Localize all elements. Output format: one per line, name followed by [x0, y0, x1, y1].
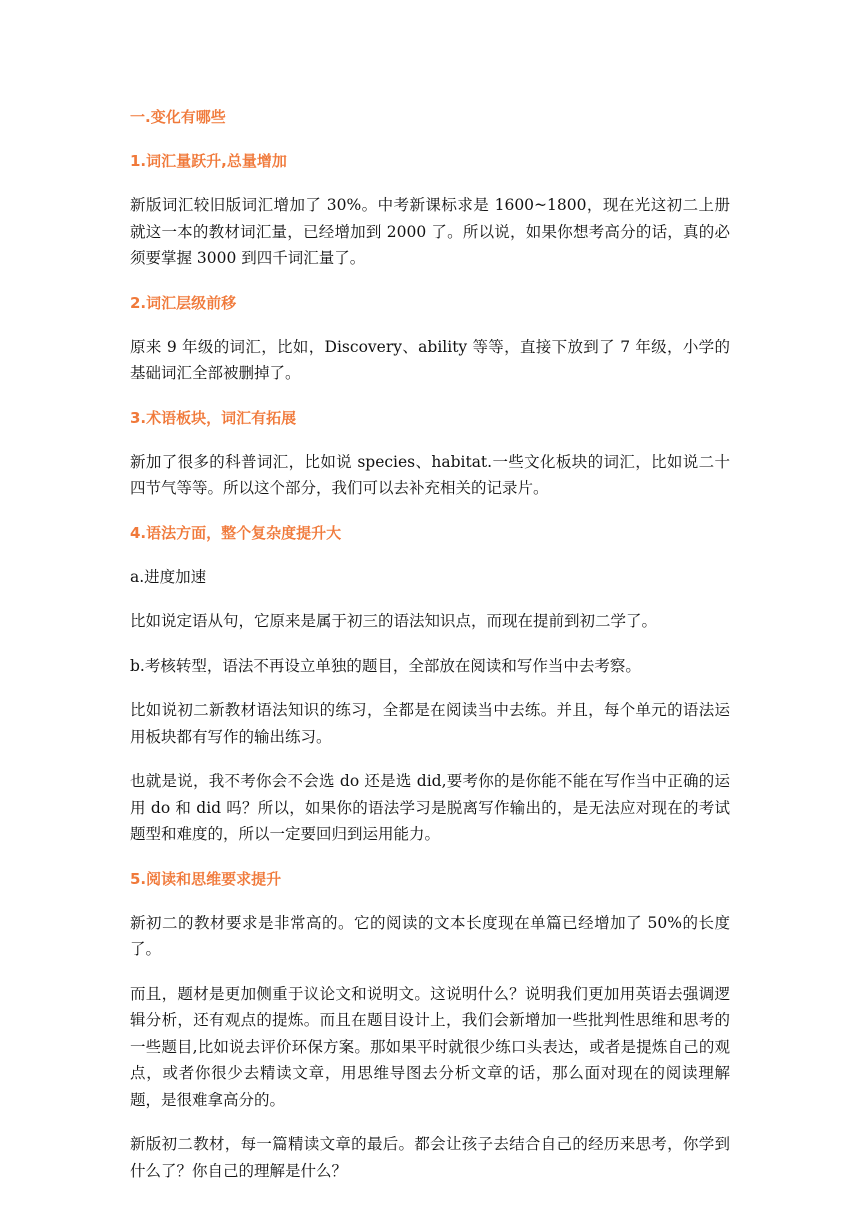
- paragraph-grammar-b: b.考核转型，语法不再设立单独的题目，全部放在阅读和写作当中去考察。: [130, 656, 641, 675]
- paragraph-grammar-example: 比如说定语从句，它原来是属于初三的语法知识点，而现在提前到初二学了。: [130, 612, 658, 630]
- heading-vocabulary-increase: 1.词汇量跃升,总量增加: [130, 152, 287, 170]
- document-body: [130, 104, 730, 1202]
- heading-reading-thinking: 5.阅读和思维要求提升: [130, 869, 282, 888]
- paragraph-vocabulary-level: 原来 9 年级的词汇，比如，Discovery、ability 等等，直接下放到了 7 年级，小学的基础词汇全部被删掉了。: [130, 337, 730, 382]
- heading-vocabulary-level: 2.词汇层级前移: [130, 293, 237, 312]
- paragraph-grammar-practice: 比如说初二新教材语法知识的练习，全都是在阅读当中去练。并且，每个单元的语法运用板块都有写作的输出练习。: [130, 701, 730, 746]
- paragraph-reading-reflection: 新版初二教材，每一篇精读文章的最后。都会让孩子去结合自己的经历来思考，你学到什么了？你自己的理解是什么？: [130, 1135, 730, 1180]
- paragraph-reading-genre: 而且，题材是更加侧重于议论文和说明文。这说明什么？说明我们更加用英语去强调逻辑分析，还有观点的提炼。而且在题目设计上，我们会新增加一些批判性思维和思考的一些题目,比如说去评价环保方案。那如果平时就很少练口头表达，或者是提炼自己的观点，或者你很少去精读文章，用思维导图去分析文章的话，那么面对现在的阅读理解题，是很难拿高分的。: [130, 984, 730, 1109]
- paragraph-terminology: 新加了很多的科普词汇，比如说 species、habitat.一些文化板块的词汇，比如说二十四节气等等。所以这个部分，我们可以去补充相关的记录片。: [130, 452, 730, 497]
- heading-terminology: 3.术语板块，词汇有拓展: [130, 408, 297, 427]
- paragraph-grammar-a: a.进度加速: [130, 567, 207, 586]
- paragraph-vocabulary-increase: 新版词汇较旧版词汇增加了 30%。中考新课标求是 1600~1800，现在光这初二上册就这一本的教材词汇量，已经增加到 2000 了。所以说，如果你想考高分的话，真的必须要掌握 3000 到四千词汇量了。: [130, 196, 730, 267]
- heading-grammar: 4.语法方面，整个复杂度提升大: [130, 523, 342, 542]
- paragraph-grammar-usage: 也就是说，我不考你会不会选 do 还是选 did,要考你的是你能不能在写作当中正确的运用 do 和 did 吗？所以，如果你的语法学习是脱离写作输出的，是无法应对现在的考试题型和难度的，所以一定要回归到运用能力。: [130, 772, 730, 843]
- paragraph-reading-length: 新初二的教材要求是非常高的。它的阅读的文本长度现在单篇已经增加了 50%的长度了。: [130, 913, 730, 958]
- section-title: 一.变化有哪些: [130, 108, 226, 126]
